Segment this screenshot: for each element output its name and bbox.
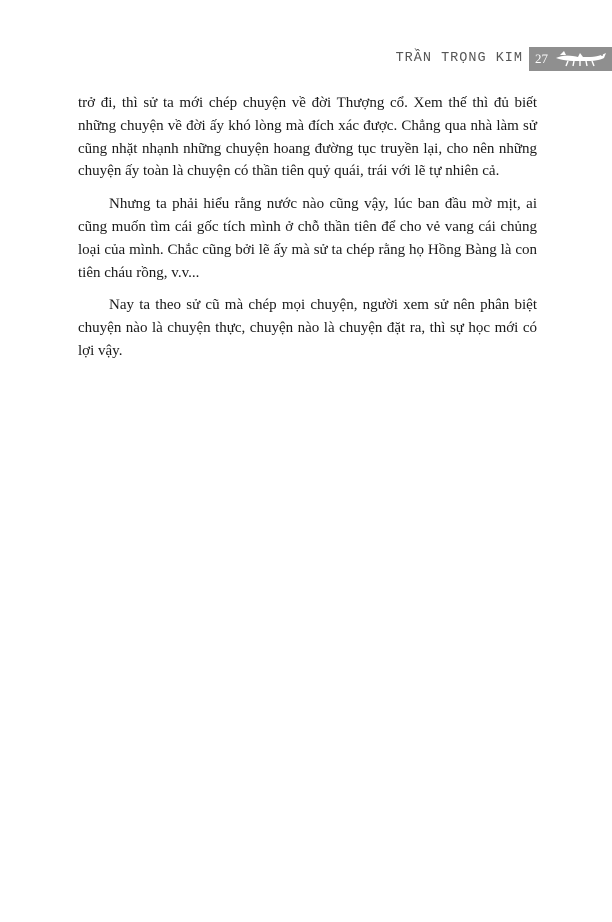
running-header-author: TRẦN TRỌNG KIM <box>395 51 523 66</box>
page-number: 27 <box>535 51 548 66</box>
body-text <box>78 92 537 373</box>
running-header <box>396 47 612 71</box>
paragraph-3: Nay ta theo sử cũ mà chép mọi chuyện, người xem sử nên phân biệt chuyện nào là chuyện thực, chuyện nào là chuyện đặt ra, thì sự học mới có lợi vậy. <box>78 297 537 359</box>
paragraph-2: Nhưng ta phải hiểu rằng nước nào cũng vậy, lúc ban đầu mờ mịt, ai cũng muốn tìm cái gốc tích mình ở chỗ thần tiên để cho vẻ vang cái chủng loại của mình. Chắc cũng bởi lẽ ấy mà sử ta chép rằng họ Hồng Bàng là con tiên cháu rồng, v.v... <box>78 196 537 281</box>
paragraph-1: trở đi, thì sử ta mới chép chuyện về đời Thượng cổ. Xem thế thì đủ biết những chuyện về đời ấy khó lòng mà đích xác được. Chẳng qua nhà làm sử cũng nhặt nhạnh những chuyện hoang đường tục truyền lại, cho nên những chuyện ấy toàn là chuyện có thần tiên quỷ quái, trái với lẽ tự nhiên cả. <box>78 95 537 180</box>
page-number-box <box>529 47 612 71</box>
dragon-boat-icon <box>554 49 608 69</box>
